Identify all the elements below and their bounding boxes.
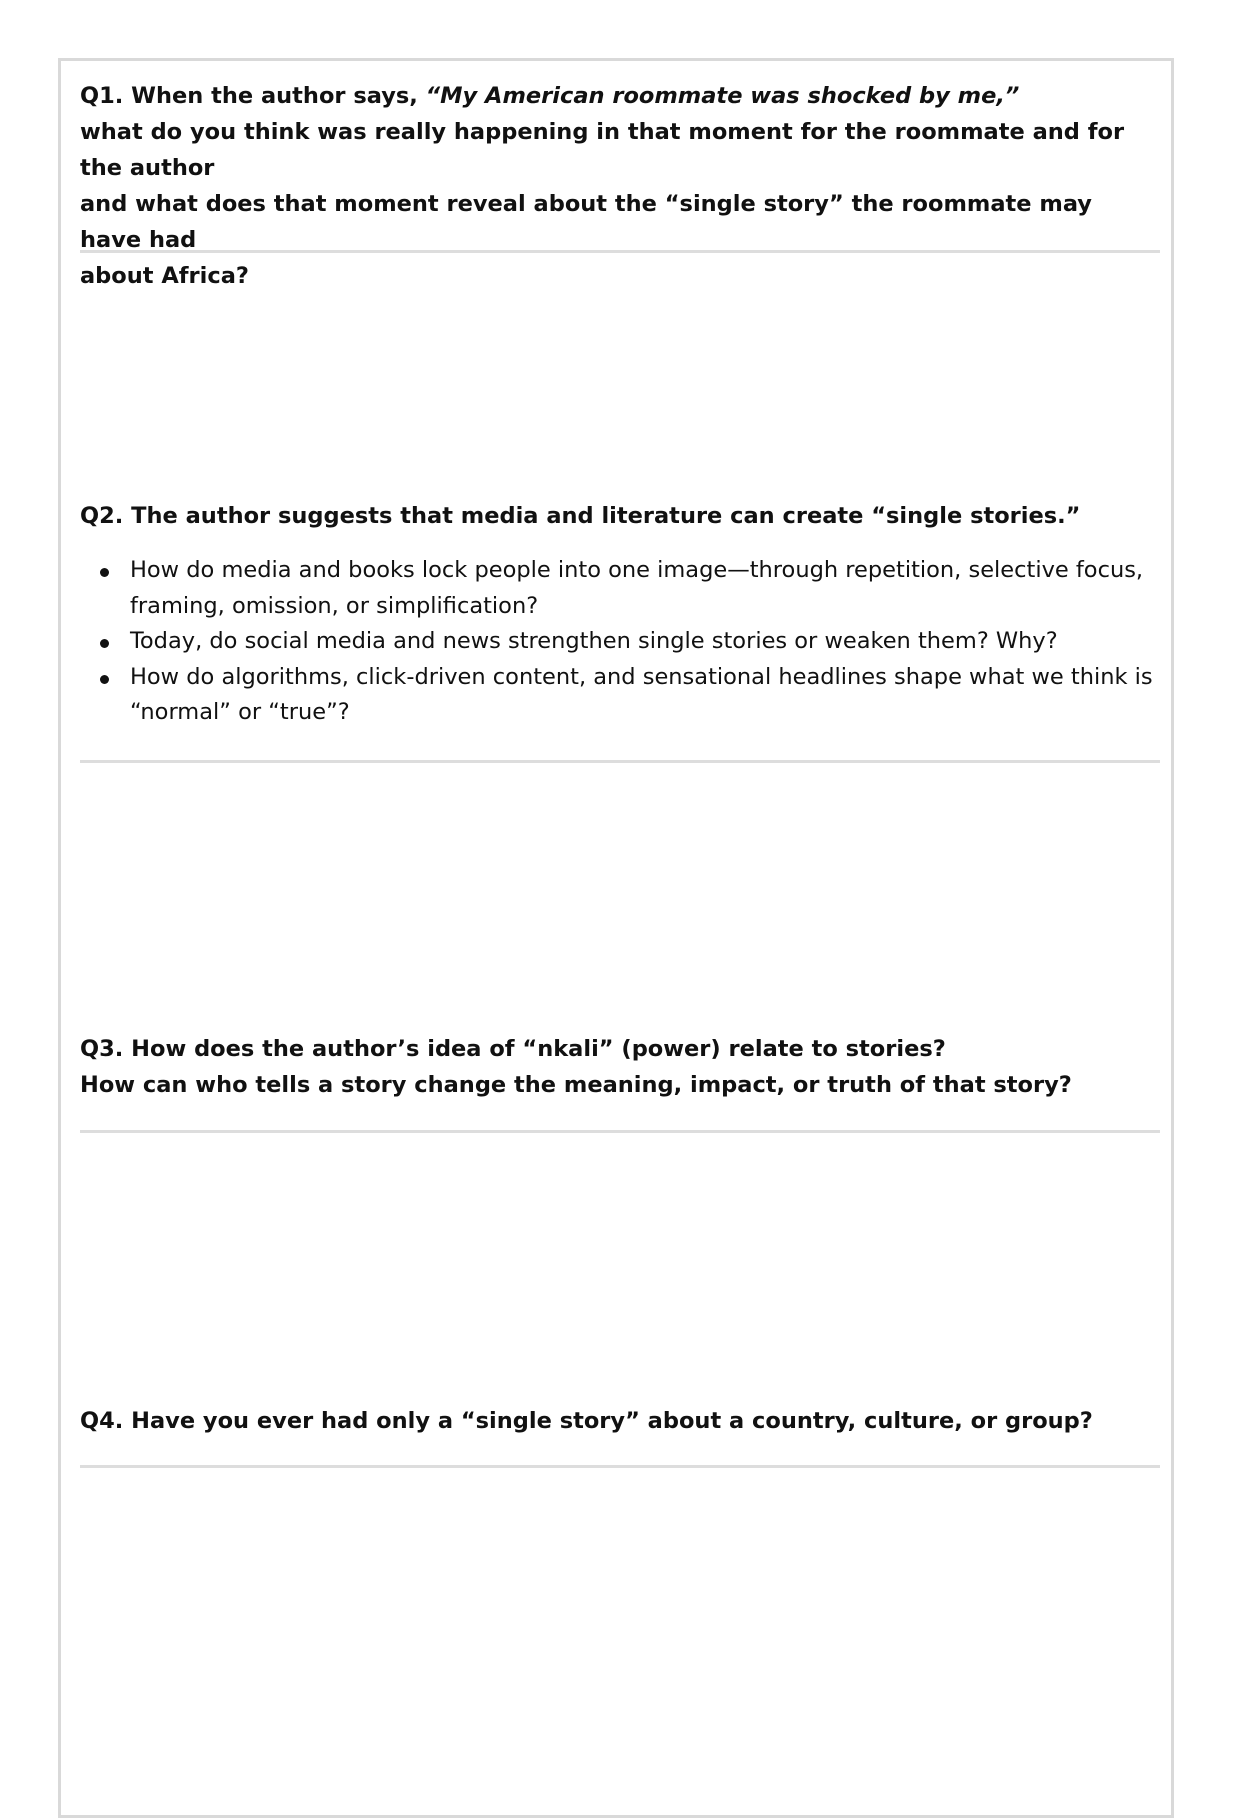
- question-2-text: Q2. The author suggests that media and literature can create “single stories.”: [80, 503, 1081, 529]
- answer-divider-1: [80, 250, 1160, 253]
- question-4-text: Q4. Have you ever had only a “single story” about a country, culture, or group?: [80, 1408, 1093, 1434]
- question-3-line-2: How can who tells a story change the meaning, impact, or truth of that story?: [80, 1072, 1072, 1098]
- bullet-icon: [100, 675, 109, 684]
- answer-divider-2: [80, 760, 1160, 763]
- question-1: [80, 78, 1160, 294]
- question-1-text: [80, 78, 1160, 294]
- question-1-prefix: Q1. When the author says,: [80, 83, 426, 109]
- question-1-line-2: what do you think was really happening in that moment for the roommate and for the author: [80, 119, 1125, 181]
- list-item-text: How do media and books lock people into one image—through repetition, selective focus, framing, omission, or simplification?: [130, 557, 1144, 619]
- question-1-line-4: about Africa?: [80, 263, 249, 289]
- answer-divider-4: [80, 1465, 1160, 1468]
- question-4: [80, 1403, 1160, 1439]
- list-item: [80, 660, 1160, 731]
- list-item: [80, 553, 1160, 624]
- question-1-line-3: and what does that moment reveal about the “single story” the roommate may have had: [80, 191, 1092, 253]
- bullet-icon: [100, 639, 109, 648]
- question-2: [80, 498, 1160, 731]
- bullet-icon: [100, 568, 109, 577]
- question-1-quote: “My American roommate was shocked by me,”: [425, 83, 1020, 109]
- question-3-line-1: Q3. How does the author’s idea of “nkali” (power) relate to stories?: [80, 1036, 946, 1062]
- worksheet-frame: [58, 58, 1174, 1818]
- list-item-text: Today, do social media and news strengthen single stories or weaken them? Why?: [130, 628, 1058, 654]
- question-3: [80, 1031, 1160, 1103]
- list-item-text: How do algorithms, click-driven content, and sensational headlines shape what we think is “normal” or “true”?: [130, 663, 1153, 725]
- question-2-bullet-list: [80, 553, 1160, 731]
- answer-divider-3: [80, 1130, 1160, 1133]
- question-3-text: [80, 1031, 1160, 1103]
- list-item: [80, 624, 1160, 660]
